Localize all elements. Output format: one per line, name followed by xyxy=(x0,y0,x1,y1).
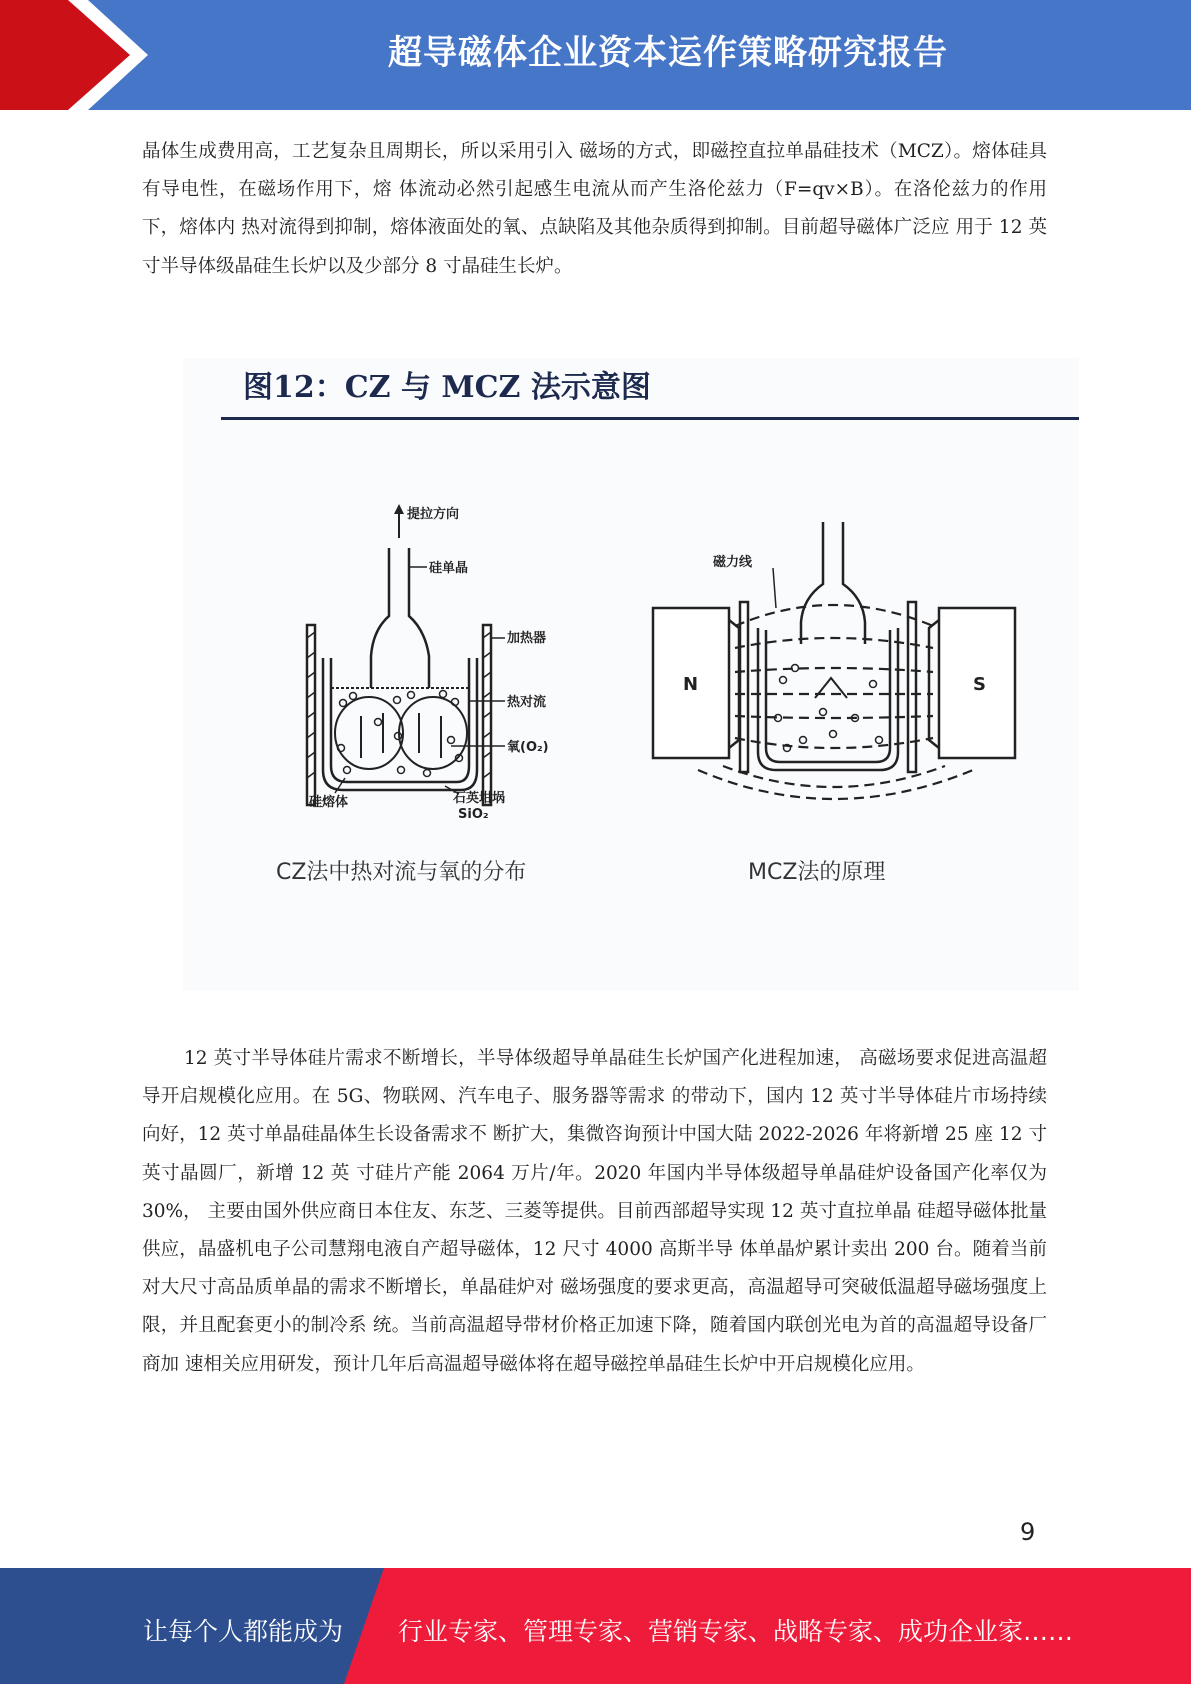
cz-label-heater: 加热器 xyxy=(507,631,547,646)
body-paragraph-2: 12 英寸半导体硅片需求不断增长，半导体级超导单晶硅生长炉国产化进程加速， 高磁场要求促进高温超导开启规模化应用。在 5G、物联网、汽车电子、服务器等需求 的带动下，国内 12 英寸半导体硅片市场持续向好，12 英寸单晶硅晶体生长设备需求不 断扩大，集微咨询预计中国大陆 2022-2026 年将新增 25 座 12 寸英寸晶圆厂，新增 12 英 寸硅片产能 2064 万片/年。2020 年国内半导体级超导单晶硅炉设备国产化率仅为 30%， 主要由国外供应商日本住友、东芝、三菱等提供。目前西部超导实现 12 英寸直拉单晶 硅超导磁体批量供应，晶盛机电子公司慧翔电液自产超导磁体，12 尺寸 4000 高斯半导 体单晶炉累计卖出 200 台。随着当前对大尺寸高品质单晶的需求不断增长，单晶硅炉对 磁场强度的要求更高，高温超导可突破低温超导磁场强度上限，并且配套更小的制冷系 统。当前高温超导带材价格正加速下降，随着国内联创光电为首的高温超导设备厂商加 速相关应用研发，预计几年后高温超导磁体将在超导磁控单晶硅生长炉中开启规模化应用。 xyxy=(142,1048,1047,1375)
page-number: 9 xyxy=(1020,1518,1036,1546)
mcz-diagram xyxy=(653,522,1015,799)
footer-slogan-left: 让每个人都能成为 xyxy=(143,1617,344,1646)
cz-label-melt: 硅熔体 xyxy=(309,795,349,810)
cz-label-oxygen: 氧(O₂) xyxy=(507,740,549,755)
page-header xyxy=(0,0,1191,110)
cz-mcz-diagram xyxy=(183,507,1079,822)
figure-caption-cz: CZ法中热对流与氧的分布 xyxy=(276,860,527,885)
figure-title: 图12：CZ 与 MCZ 法示意图 xyxy=(243,370,651,405)
mcz-label-south: S xyxy=(973,674,986,695)
page-footer xyxy=(0,1568,1191,1684)
cz-label-crucible: 石英坩埚 xyxy=(453,791,506,806)
cz-label-crystal: 硅单晶 xyxy=(429,561,469,576)
body-paragraph-1: 晶体生成费用高，工艺复杂且周期长，所以采用引入 磁场的方式，即磁控直拉单晶硅技术（MCZ）。熔体硅具有导电性，在磁场作用下，熔 体流动必然引起感生电流从而产生洛伦兹力（F=qv×B）。在洛伦兹力的作用下，熔体内 热对流得到抑制，熔体液面处的氧、点缺陷及其他杂质得到抑制。目前超导磁体广泛应 用于 12 英寸半导体级晶硅生长炉以及少部分 8 寸晶硅生长炉。 xyxy=(142,141,1047,277)
figure-caption-mcz: MCZ法的原理 xyxy=(748,860,886,885)
cz-label-sio2: SiO₂ xyxy=(458,807,489,822)
footer-slogan-right: 行业专家、管理专家、营销专家、战略专家、成功企业家…… xyxy=(398,1617,1074,1646)
report-title: 超导磁体企业资本运作策略研究报告 xyxy=(388,33,948,73)
cz-diagram xyxy=(307,504,505,805)
mcz-label-magnetic-line: 磁力线 xyxy=(713,555,753,570)
figure-title-rule xyxy=(221,417,1079,420)
figure-cz-mcz xyxy=(183,358,1079,991)
cz-label-convection: 热对流 xyxy=(507,695,547,710)
mcz-label-north: N xyxy=(683,674,699,695)
cz-label-pull-direction: 提拉方向 xyxy=(407,507,460,522)
